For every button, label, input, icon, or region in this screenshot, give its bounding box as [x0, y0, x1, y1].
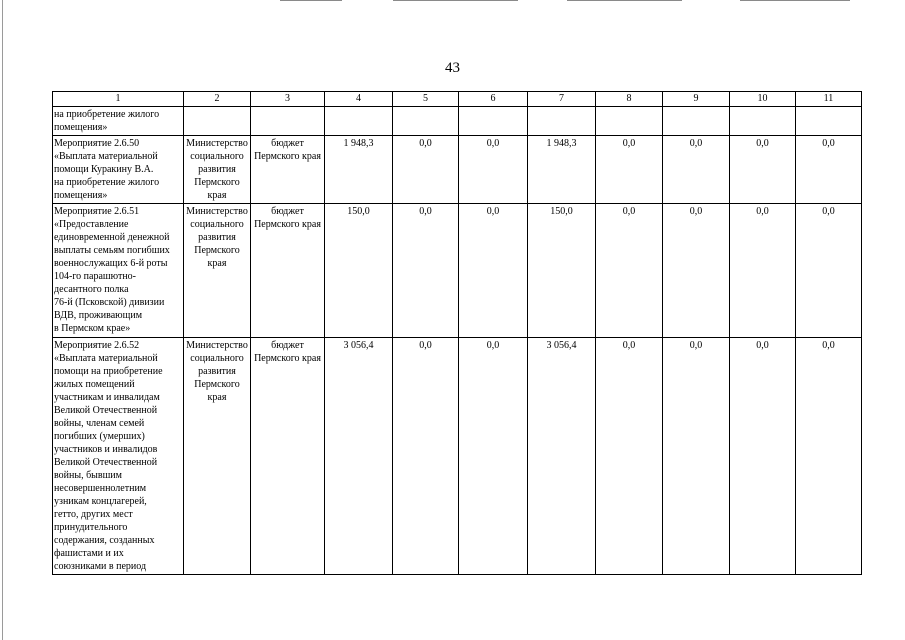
column-header: 4: [325, 92, 393, 107]
value-cell: 0,0: [730, 204, 796, 338]
page-number: 43: [445, 60, 460, 76]
column-header: 9: [663, 92, 730, 107]
value-cell: 0,0: [730, 136, 796, 204]
value-cell: 0,0: [459, 136, 528, 204]
measure-name-cell: Мероприятие 2.6.50 «Выплата материальной помощи Куракину В.А. на приобретение жилого помещения»: [53, 136, 184, 204]
value-cell: 0,0: [796, 204, 862, 338]
table-row: [53, 338, 862, 575]
funding-source-cell: бюджет Пермского края: [251, 136, 325, 204]
column-header: 6: [459, 92, 528, 107]
value-cell: 0,0: [596, 136, 663, 204]
column-header: 8: [596, 92, 663, 107]
measure-name-cell: на приобретение жилого помещения»: [53, 107, 184, 136]
executor-cell: Министерство социального развития Пермского края: [184, 204, 251, 338]
column-header: 7: [528, 92, 596, 107]
executor-cell: Министерство социального развития Пермского края: [184, 136, 251, 204]
scan-top-line-4: [740, 0, 850, 1]
value-cell: 0,0: [663, 136, 730, 204]
column-header: 11: [796, 92, 862, 107]
value-cell: 3 056,4: [528, 338, 596, 575]
value-cell: 0,0: [596, 204, 663, 338]
table-row: [53, 107, 862, 136]
value-cell: 0,0: [796, 136, 862, 204]
table-row: [53, 136, 862, 204]
funding-source-cell: [251, 107, 325, 136]
value-cell: [663, 107, 730, 136]
value-cell: 3 056,4: [325, 338, 393, 575]
scan-left-edge: [2, 0, 3, 640]
scan-top-line-3: [567, 0, 682, 1]
scan-top-line-1: [280, 0, 342, 1]
value-cell: 0,0: [459, 338, 528, 575]
column-header: 1: [53, 92, 184, 107]
budget-table: [52, 91, 862, 575]
value-cell: 0,0: [596, 338, 663, 575]
value-cell: [730, 107, 796, 136]
column-header: 2: [184, 92, 251, 107]
table-header-row: [53, 92, 862, 107]
value-cell: 0,0: [796, 338, 862, 575]
value-cell: [393, 107, 459, 136]
scan-top-line-2: [393, 0, 518, 1]
column-header: 3: [251, 92, 325, 107]
value-cell: 0,0: [459, 204, 528, 338]
value-cell: 1 948,3: [325, 136, 393, 204]
funding-source-cell: бюджет Пермского края: [251, 338, 325, 575]
table-row: [53, 204, 862, 338]
value-cell: 0,0: [393, 204, 459, 338]
value-cell: [596, 107, 663, 136]
value-cell: 0,0: [663, 204, 730, 338]
value-cell: 0,0: [393, 136, 459, 204]
measure-name-cell: Мероприятие 2.6.51 «Предоставление единовременной денежной выплаты семьям погибших военнослужащих 6-й роты 104-го парашютно- десантного полка 76-й (Псковской) дивизии ВДВ, проживающим в Пермском крае»: [53, 204, 184, 338]
value-cell: [796, 107, 862, 136]
value-cell: 150,0: [325, 204, 393, 338]
value-cell: [528, 107, 596, 136]
value-cell: 1 948,3: [528, 136, 596, 204]
value-cell: 150,0: [528, 204, 596, 338]
executor-cell: Министерство социального развития Пермского края: [184, 338, 251, 575]
value-cell: 0,0: [663, 338, 730, 575]
value-cell: 0,0: [393, 338, 459, 575]
value-cell: [459, 107, 528, 136]
value-cell: 0,0: [730, 338, 796, 575]
funding-source-cell: бюджет Пермского края: [251, 204, 325, 338]
column-header: 5: [393, 92, 459, 107]
value-cell: [325, 107, 393, 136]
executor-cell: [184, 107, 251, 136]
column-header: 10: [730, 92, 796, 107]
measure-name-cell: Мероприятие 2.6.52 «Выплата материальной помощи на приобретение жилых помещений участникам и инвалидам Великой Отечественной войны, членам семей погибших (умерших) участников и инвалидов Великой Отечественной войны, бывшим несовершеннолетним узникам концлагерей, гетто, других мест принудительного содержания, созданных фашистами и их союзниками в период: [53, 338, 184, 575]
